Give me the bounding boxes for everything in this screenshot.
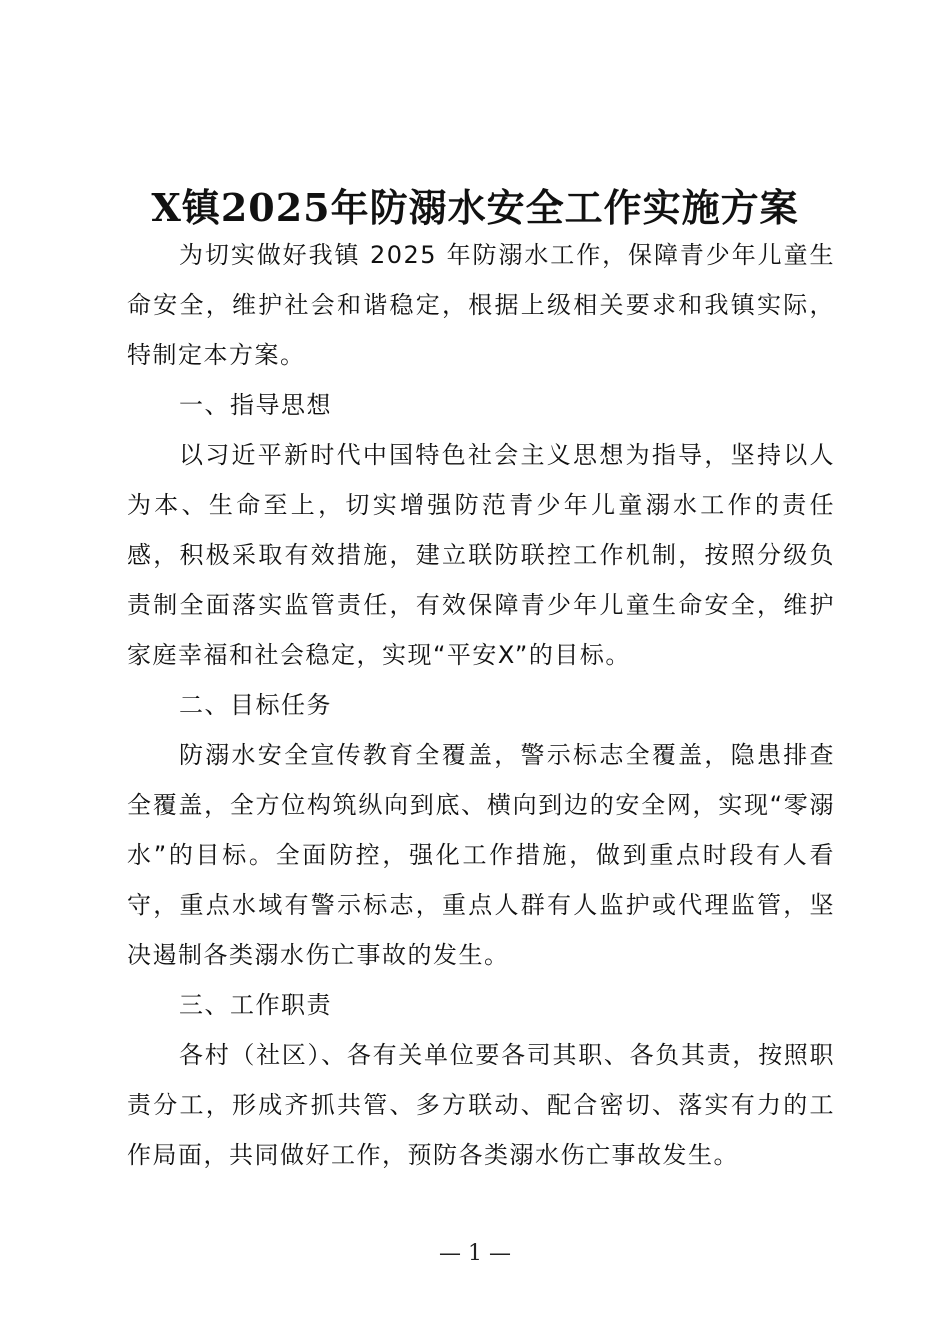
document-title: X镇2025年防溺水安全工作实施方案 [151, 185, 799, 230]
section-paragraph-guiding-ideology: 以习近平新时代中国特色社会主义思想为指导，坚持以人为本、生命至上，切实增强防范青少年儿童溺水工作的责任感，积极采取有效措施，建立联防联控工作机制，按照分级负责制全面落实监管责任，有效保障青少年儿童生命安全，维护家庭幸福和社会稳定，实现“平安X”的目标。 [127, 441, 835, 669]
section-heading-guiding-ideology: 一、指导思想 [179, 391, 332, 419]
section-heading-work-duties: 三、工作职责 [179, 991, 332, 1019]
section-paragraph-work-duties: 各村（社区）、各有关单位要各司其职、各负其责，按照职责分工，形成齐抓共管、多方联动、配合密切、落实有力的工作局面，共同做好工作，预防各类溺水伤亡事故发生。 [127, 1041, 835, 1169]
section-paragraph-goals-tasks: 防溺水安全宣传教育全覆盖，警示标志全覆盖，隐患排查全覆盖，全方位构筑纵向到底、横向到边的安全网，实现“零溺水”的目标。全面防控，强化工作措施，做到重点时段有人看守，重点水域有警示标志，重点人群有人监护或代理监管，坚决遏制各类溺水伤亡事故的发生。 [127, 741, 835, 969]
page-number: — 1 — [439, 1241, 511, 1266]
intro-paragraph: 为切实做好我镇 2025 年防溺水工作，保障青少年儿童生命安全，维护社会和谐稳定，根据上级相关要求和我镇实际，特制定本方案。 [127, 241, 835, 369]
section-heading-goals-tasks: 二、目标任务 [179, 691, 332, 719]
document-body [127, 230, 835, 1180]
